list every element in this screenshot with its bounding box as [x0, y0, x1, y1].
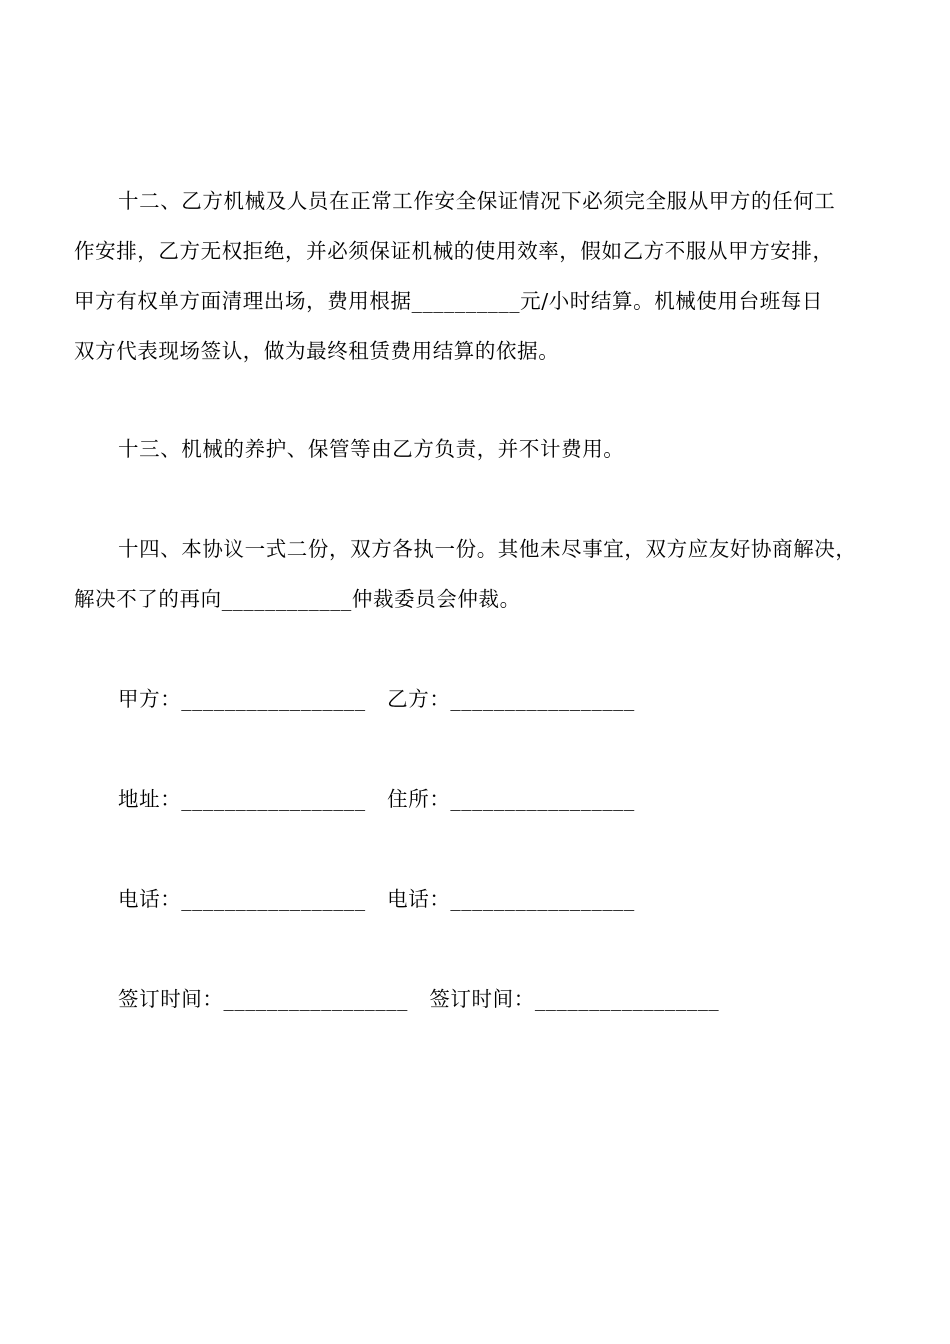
date-b-field: 签订时间：_________________ [429, 987, 720, 1011]
address-a-field: 地址：_________________ [118, 787, 366, 811]
clause-13-line-1: 十三、机械的养护、保管等由乙方负责，并不计费用。 [118, 437, 625, 461]
signature-address-row [118, 784, 635, 814]
clause-12-line-3: 甲方有权单方面清理出场，费用根据__________元/小时结算。机械使用台班每日 [74, 289, 824, 313]
clause-12-line-1: 十二、乙方机械及人员在正常工作安全保证情况下必须完全服从甲方的任何工 [118, 189, 836, 213]
signature-date-row [118, 984, 719, 1014]
signature-party-row [118, 684, 635, 714]
phone-b-field: 电话：_________________ [387, 887, 635, 911]
signature-phone-row [118, 884, 635, 914]
date-a-field: 签订时间：_________________ [118, 987, 408, 1011]
clause-12 [74, 176, 886, 376]
clause-12-line-2: 作安排，乙方无权拒绝，并必须保证机械的使用效率，假如乙方不服从甲方安排， [74, 239, 834, 263]
phone-a-field: 电话：_________________ [118, 887, 366, 911]
clause-14-line-1: 十四、本协议一式二份，双方各执一份。其他未尽事宜，双方应友好协商解决， [118, 537, 857, 561]
party-b-field: 乙方：_________________ [387, 687, 635, 711]
clause-13 [74, 424, 886, 474]
clause-12-line-4: 双方代表现场签认，做为最终租赁费用结算的依据。 [74, 339, 560, 363]
clause-14 [74, 524, 886, 624]
address-b-field: 住所：_________________ [387, 787, 635, 811]
party-a-field: 甲方：_________________ [118, 687, 366, 711]
clause-14-line-2: 解决不了的再向____________仲裁委员会仲裁。 [74, 587, 521, 611]
